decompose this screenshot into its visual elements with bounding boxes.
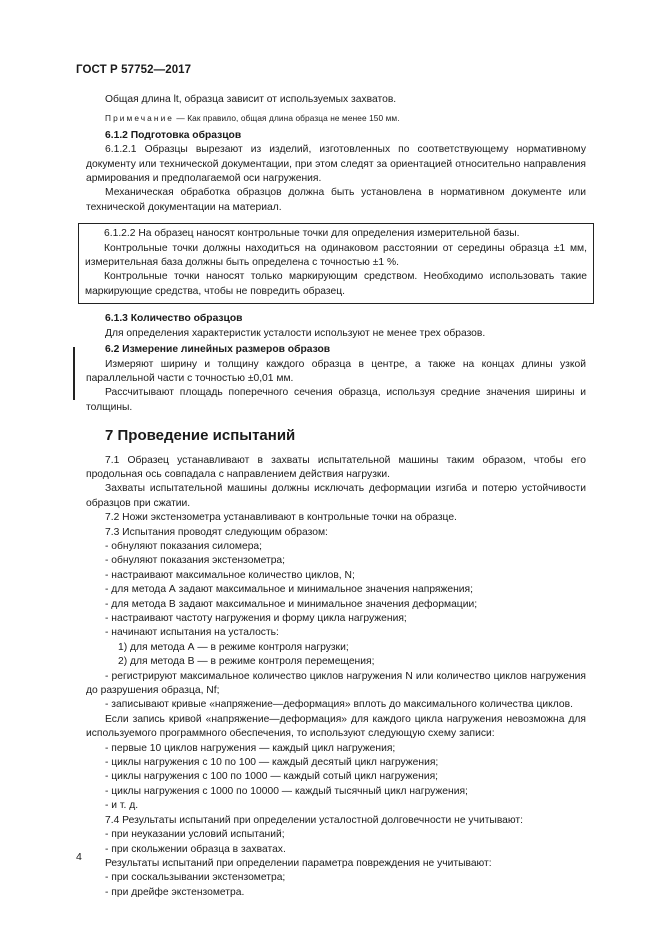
paragraph-control-points: Контрольные точки должны находиться на одинаковом расстоянии от середины образца ±1 мм, измерительная база должны быть определена с точностью ±1 %. xyxy=(85,242,587,269)
change-bar xyxy=(73,347,75,400)
heading-6-2: 6.2 Измерение линейных размеров образов xyxy=(105,344,331,356)
list-item: - для метода В задают максимальное и минимальное значения деформации; xyxy=(105,598,478,610)
heading-6-1-2: 6.1.2 Подготовка образцов xyxy=(105,129,242,141)
note-text: — Как правило, общая длина образца не менее 150 мм. xyxy=(174,113,400,124)
paragraph-grips: Захваты испытательной машины должны исключать деформации изгиба и потерю устойчивости образцов при сжатии. xyxy=(86,483,586,509)
paragraph-6-1-2-2: 6.1.2.2 На образец наносят контрольные точки для определения измерительной базы. xyxy=(104,228,520,240)
list-item: - настраивают частоту нагружения и форму цикла нагружения; xyxy=(105,613,407,624)
list-item: - настраивают максимальное количество циклов, N; xyxy=(105,569,355,581)
list-item: - для метода А задают максимальное и минимальное значения напряжения; xyxy=(105,584,473,596)
paragraph-6-1-2-1: 6.1.2.1 Образцы вырезают из изделий, изготовленных по соответствующему нормативному документу или технической документации, при этом следят за ориентацией относительно направления армирования и предполагаемой оси нагружения. xyxy=(86,144,586,185)
list-item: - при скольжении образца в захватах. xyxy=(105,843,286,855)
heading-7: 7 Проведение испытаний xyxy=(105,427,296,445)
paragraph-marking: Контрольные точки наносят только маркирующим средством. Необходимо использовать такие маркирующие средства, чтобы не повредить образец. xyxy=(85,271,587,297)
paragraph-7-4: 7.4 Результаты испытаний при определении усталостной долговечности не учитывают: xyxy=(105,814,523,826)
method-item: 1) для метода А — в режиме контроля нагрузки; xyxy=(118,641,349,653)
scheme-item: - циклы нагружения с 100 по 1000 — каждый сотый цикл нагружения; xyxy=(105,771,439,783)
list-item: - обнуляют показания экстензометра; xyxy=(105,555,286,567)
paragraph-cross-section: Рассчитывают площадь поперечного сечения образца, используя средние значения ширины и толщины. xyxy=(86,387,586,413)
paragraph-7-3: 7.3 Испытания проводят следующим образом: xyxy=(105,526,328,538)
paragraph-measure: Измеряют ширину и толщину каждого образца в центре, а также на концах длины узкой параллельной части с точностью ±0,01 мм. xyxy=(86,358,586,384)
page-content xyxy=(86,93,586,900)
scheme-item: - первые 10 циклов нагружения — каждый цикл нагружения; xyxy=(105,742,396,754)
page-number: 4 xyxy=(76,851,82,863)
paragraph-7-2: 7.2 Ножи экстензометра устанавливают в контрольные точки на образце. xyxy=(105,512,457,524)
scheme-item: - циклы нагружения с 1000 по 10000 — каждый тысячный цикл нагружения; xyxy=(105,785,468,797)
paragraph-6-1-3: Для определения характеристик усталости используют не менее трех образов. xyxy=(105,327,486,339)
list-item: - при неуказании условий испытаний; xyxy=(105,829,285,841)
list-item: - обнуляют показания силомера; xyxy=(105,540,263,552)
amendment-box xyxy=(78,223,594,304)
paragraph-damage: Результаты испытаний при определении параметра повреждения не учитывают: xyxy=(105,857,492,869)
paragraph-if-not-possible: Если запись кривой «напряжение—деформация» для каждого цикла нагружения невозможна для используемого программного обеспечения, то используют следующую схему записи: xyxy=(86,713,586,740)
method-item: 2) для метода В — в режиме контроля перемещения; xyxy=(118,656,375,668)
paragraph-total-length: Общая длина lt, образца зависит от используемых захватов. xyxy=(105,94,397,105)
list-item: - начинают испытания на усталость: xyxy=(105,627,279,639)
paragraph-machining: Механическая обработка образцов должна быть установлена в нормативном документе или технической документации на материал. xyxy=(86,187,586,213)
note-label: Примечание xyxy=(105,113,175,124)
heading-6-1-3: 6.1.3 Количество образцов xyxy=(105,313,243,325)
scheme-item: - и т. д. xyxy=(105,800,139,812)
list-item: - при соскальзывании экстензометра; xyxy=(105,872,286,884)
scheme-item: - циклы нагружения с 10 по 100 — каждый десятый цикл нагружения; xyxy=(105,757,439,769)
note xyxy=(86,111,586,125)
list-item: - при дрейфе экстензометра. xyxy=(105,886,245,898)
paragraph-7-1: 7.1 Образец устанавливают в захваты испытательной машины таким образом, чтобы его продольная ось совпадала с направлением действия нагрузки. xyxy=(86,454,586,480)
list-item-record: - записывают кривые «напряжение—деформация» вплоть до максимального количества циклов. xyxy=(105,699,573,711)
standard-header: ГОСТ Р 57752—2017 xyxy=(76,64,192,76)
list-item-register: - регистрируют максимальное количество циклов нагружения N или количество циклов нагружения до разрушения образца, Nf; xyxy=(86,670,586,697)
